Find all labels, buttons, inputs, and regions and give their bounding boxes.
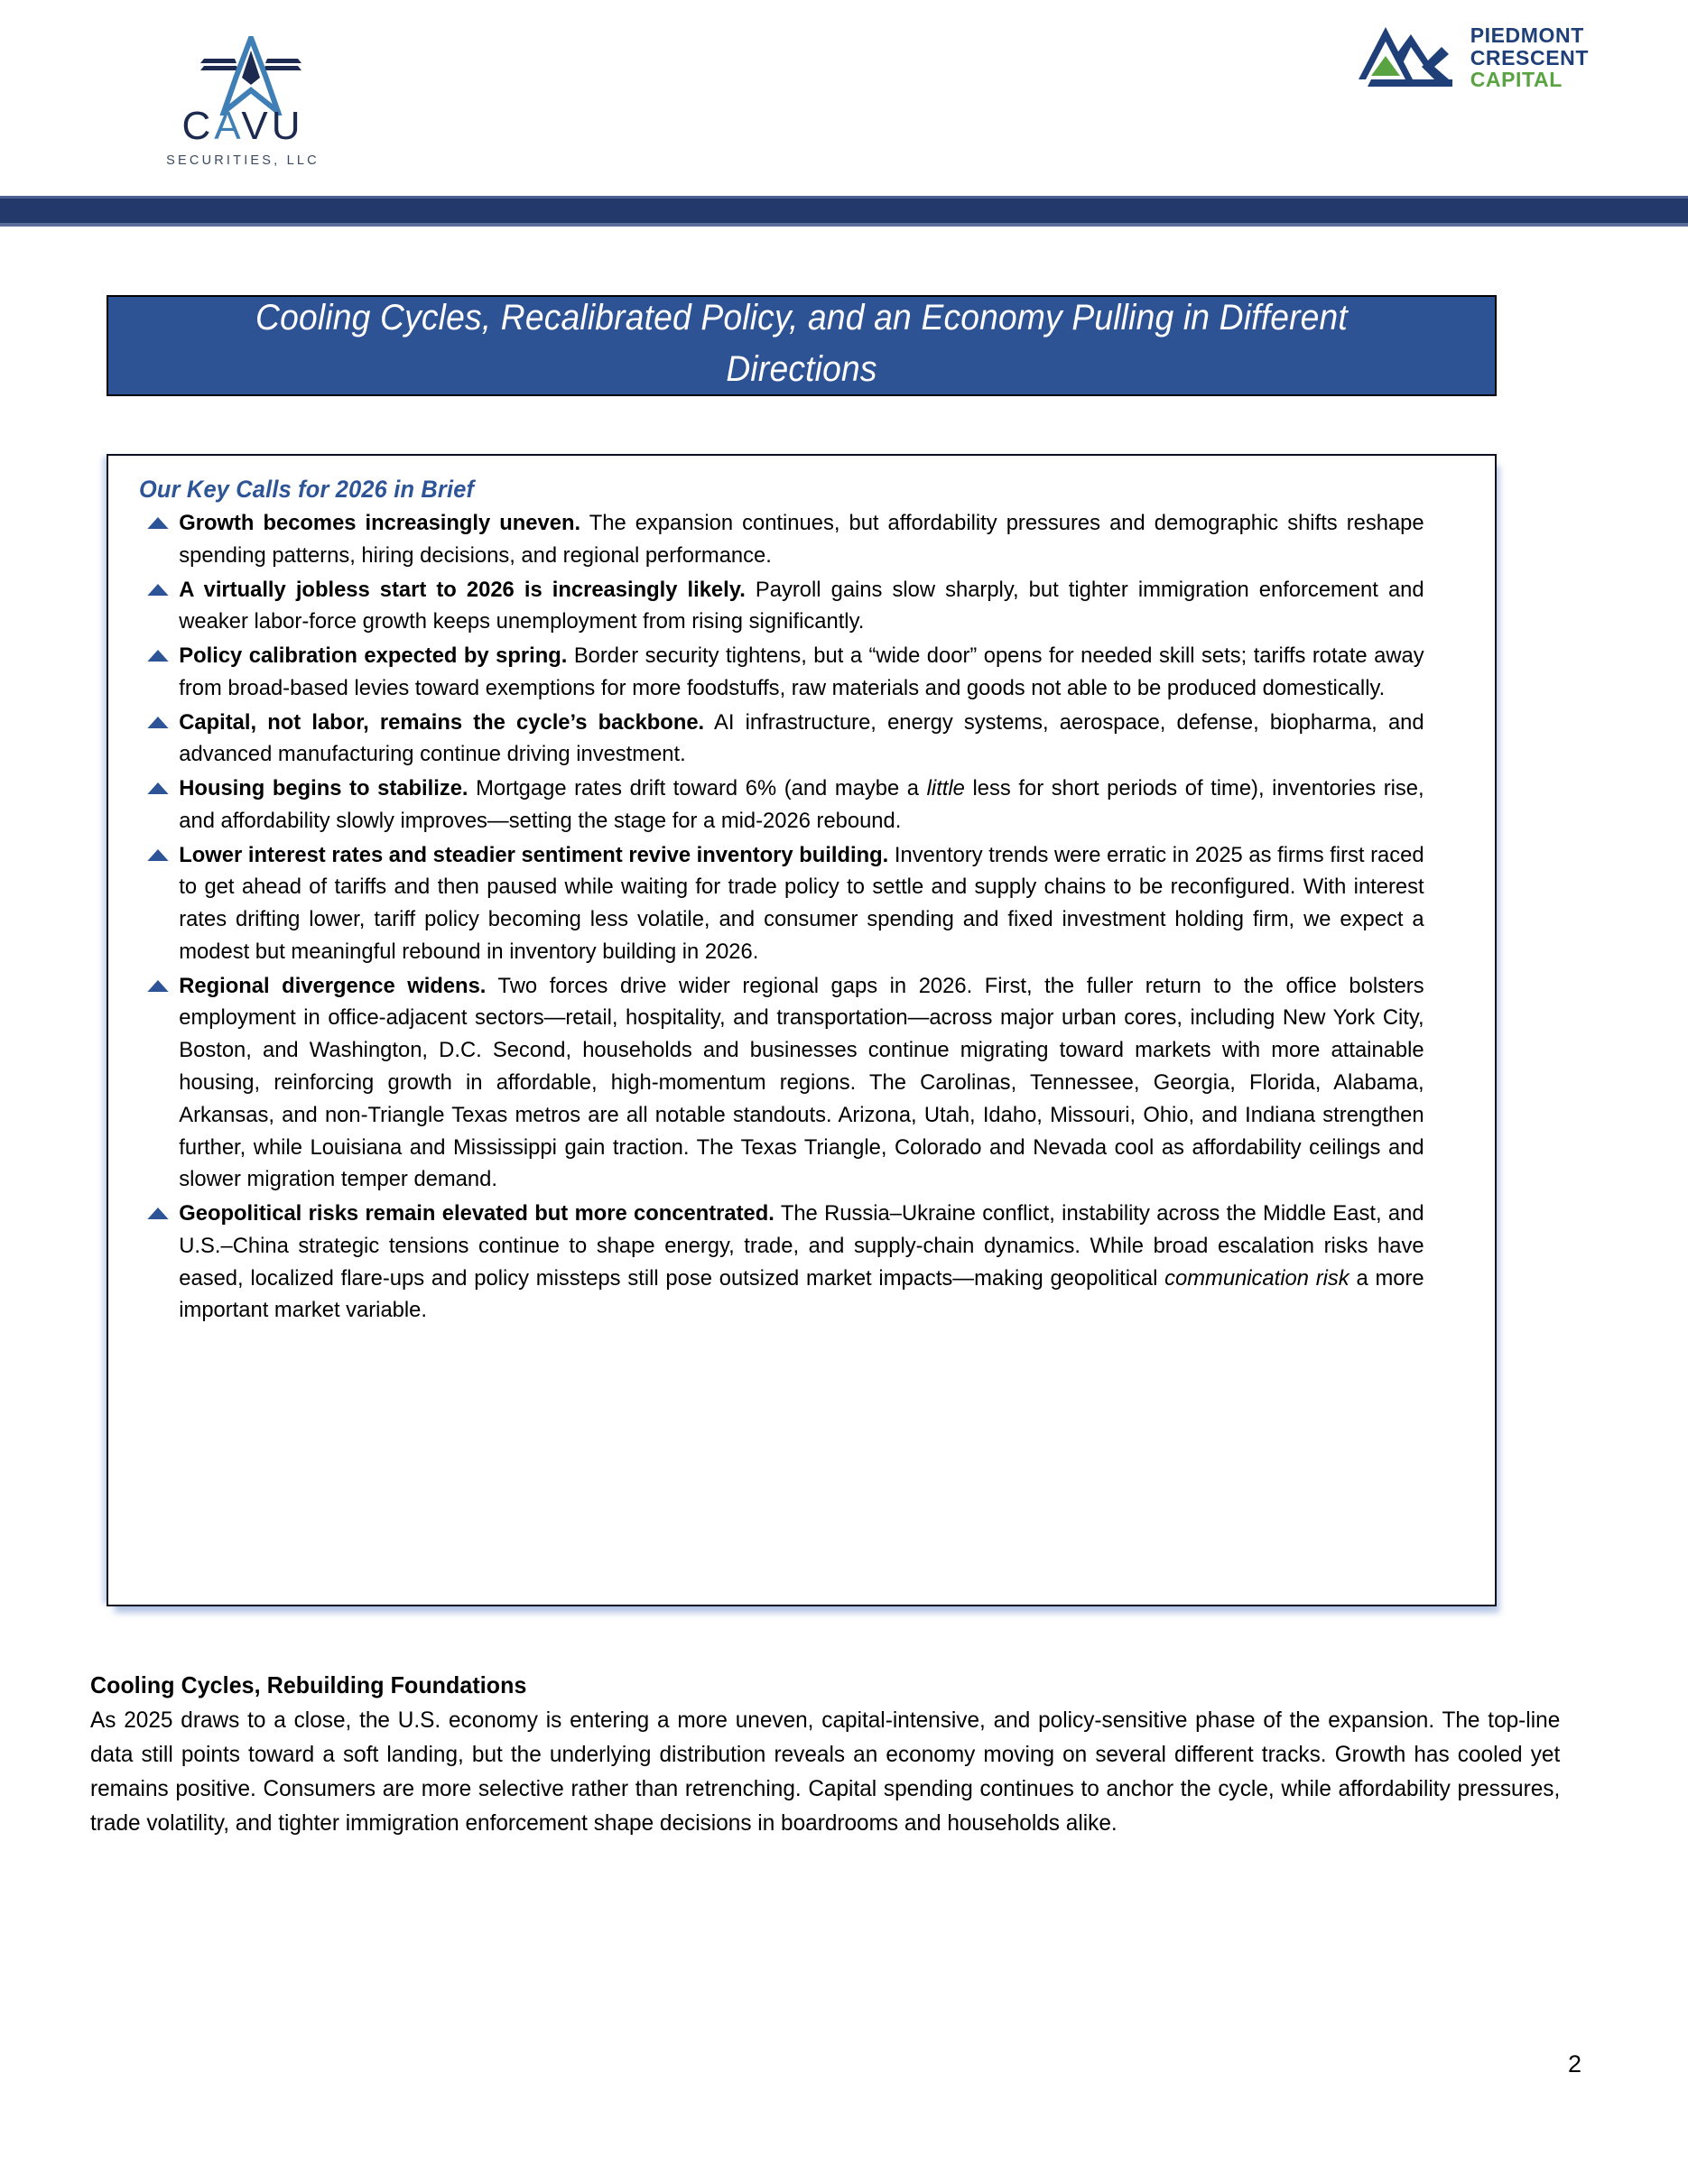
key-call-body: Payroll gains slow sharply, but tighter immigration enforcement and weaker labor-force growth keeps unemployment from rising significantly. [179, 577, 1424, 634]
key-call-body: Mortgage rates drift toward 6% (and maybe a [468, 776, 927, 801]
key-call-item [128, 839, 1424, 968]
triangle-up-icon [147, 782, 168, 794]
mountain-icon [1355, 20, 1456, 96]
page-number: 2 [1567, 2050, 1581, 2078]
triangle-up-icon [147, 849, 168, 861]
key-call-body-continued: a more important market variable. [179, 1265, 1424, 1323]
key-call-body: The expansion continues, but affordability pressures and demographic shifts reshape spending patterns, hiring decisions, and regional performance. [179, 511, 1424, 568]
document-title-banner [107, 295, 1497, 396]
page-title: Cooling Cycles, Recalibrated Policy, and an Economy Pulling in Different Directions [255, 298, 1348, 389]
closing-section [90, 1671, 1598, 1840]
piedmont-crescent-capital-logo [1355, 20, 1589, 96]
key-call-emphasis: little [926, 776, 965, 801]
triangle-up-icon [147, 980, 168, 992]
key-call-item [128, 507, 1424, 572]
piedmont-line-2: CRESCENT [1470, 45, 1589, 69]
key-call-emphasis: communication risk [1164, 1265, 1349, 1291]
key-calls-list [128, 507, 1464, 1327]
triangle-up-icon [147, 584, 168, 596]
piedmont-wordmark [1470, 24, 1589, 90]
triangle-up-icon [147, 650, 168, 662]
key-call-lead: Housing begins to stabilize. [179, 776, 468, 801]
key-call-item [128, 574, 1424, 639]
piedmont-line-1: PIEDMONT [1470, 23, 1584, 48]
cavu-subtitle: SECURITIES, LLC [166, 153, 320, 168]
key-call-lead: Growth becomes increasingly uneven. [179, 511, 581, 535]
key-call-lead: Geopolitical risks remain elevated but more concentrated. [179, 1201, 774, 1226]
key-call-item [128, 640, 1424, 705]
piedmont-line-3: CAPITAL [1470, 68, 1563, 92]
cavu-wordmark [157, 106, 329, 146]
key-calls-heading: Our Key Calls for 2026 in Brief [139, 476, 475, 503]
key-call-lead: A virtually jobless start to 2026 is increasingly likely. [179, 577, 746, 602]
key-calls-box [107, 454, 1497, 1606]
cavu-letter-c: C [181, 104, 215, 148]
key-call-body: Border security tightens, but a “wide door” opens for needed skill sets; tariffs rotate away from broad-based levies toward exemptions for more foodstuffs, raw materials and goods not able to be produced domestically. [179, 643, 1424, 700]
triangle-up-icon [147, 517, 168, 529]
key-call-item [128, 773, 1424, 838]
header-divider-bar [0, 196, 1688, 227]
cavu-letter-a: A [214, 104, 242, 148]
key-call-body: Two forces drive wider regional gaps in 2026. First, the fuller return to the office bolsters employment in office-adjacent sectors—retail, hospitality, and transportation—across major urban cores, including New York City, Boston, and Washington, D.C. Second, households and businesses continue migrating toward markets with more attainable housing, reinforcing growth in affordable, high-momentum regions. The Carolinas, Tennessee, Georgia, Florida, Alabama, Arkansas, and non-Triangle Texas metros are all notable standouts. Arizona, Utah, Idaho, Missouri, Ohio, and Indiana strengthen further, while Louisiana and Mississippi gain traction. The Texas Triangle, Colorado and Nevada cool as affordability ceilings and slower migration temper demand. [179, 973, 1424, 1192]
key-call-body-continued: less for short periods of time), inventories rise, and affordability slowly improves—setting the stage for a mid-2026 rebound. [179, 776, 1424, 833]
cavu-letters-vu: VU [241, 104, 304, 148]
key-call-lead: Policy calibration expected by spring. [179, 643, 568, 669]
key-call-lead: Capital, not labor, remains the cycle’s backbone. [179, 709, 705, 735]
closing-heading: Cooling Cycles, Rebuilding Foundations [90, 1671, 527, 1698]
triangle-up-icon [147, 1208, 168, 1219]
page-header [0, 0, 1688, 191]
key-call-body: AI infrastructure, energy systems, aerospace, defense, biopharma, and advanced manufacturing continue driving investment. [179, 709, 1424, 767]
key-call-item [128, 707, 1424, 772]
key-call-item [128, 970, 1424, 1196]
key-call-item [128, 1198, 1424, 1327]
key-call-body: Inventory trends were erratic in 2025 as firms first raced to get ahead of tariffs and then paused while waiting for trade policy to settle and supply chains to be reconfigured. With interest rates drifting lower, tariff policy becoming less volatile, and consumer spending and fixed investment holding firm, we expect a modest but meaningful rebound in inventory building in 2026. [179, 842, 1424, 964]
key-call-lead: Lower interest rates and steadier sentiment revive inventory building. [179, 842, 889, 867]
key-call-body: The Russia–Ukraine conflict, instability across the Middle East, and U.S.–China strategic tensions continue to shape energy, trade, and supply-chain dynamics. While broad escalation risks have eased, localized flare-ups and policy missteps still pose outsized market impacts—making geopolitical [179, 1201, 1424, 1291]
closing-paragraph: As 2025 draws to a close, the U.S. economy is entering a more uneven, capital-intensive, and policy-sensitive phase of the expansion. The top-line data still points toward a soft landing, but the underlying distribution reveals an economy moving on several different tracks. Growth has cooled yet remains positive. Consumers are more selective rather than retrenching. Capital spending continues to anchor the cycle, while affordability pressures, trade volatility, and tighter immigration enforcement shape decisions in boardrooms and households alike. [90, 1707, 1561, 1836]
key-call-lead: Regional divergence widens. [179, 973, 487, 998]
triangle-up-icon [147, 717, 168, 728]
cavu-logo [79, 16, 320, 179]
